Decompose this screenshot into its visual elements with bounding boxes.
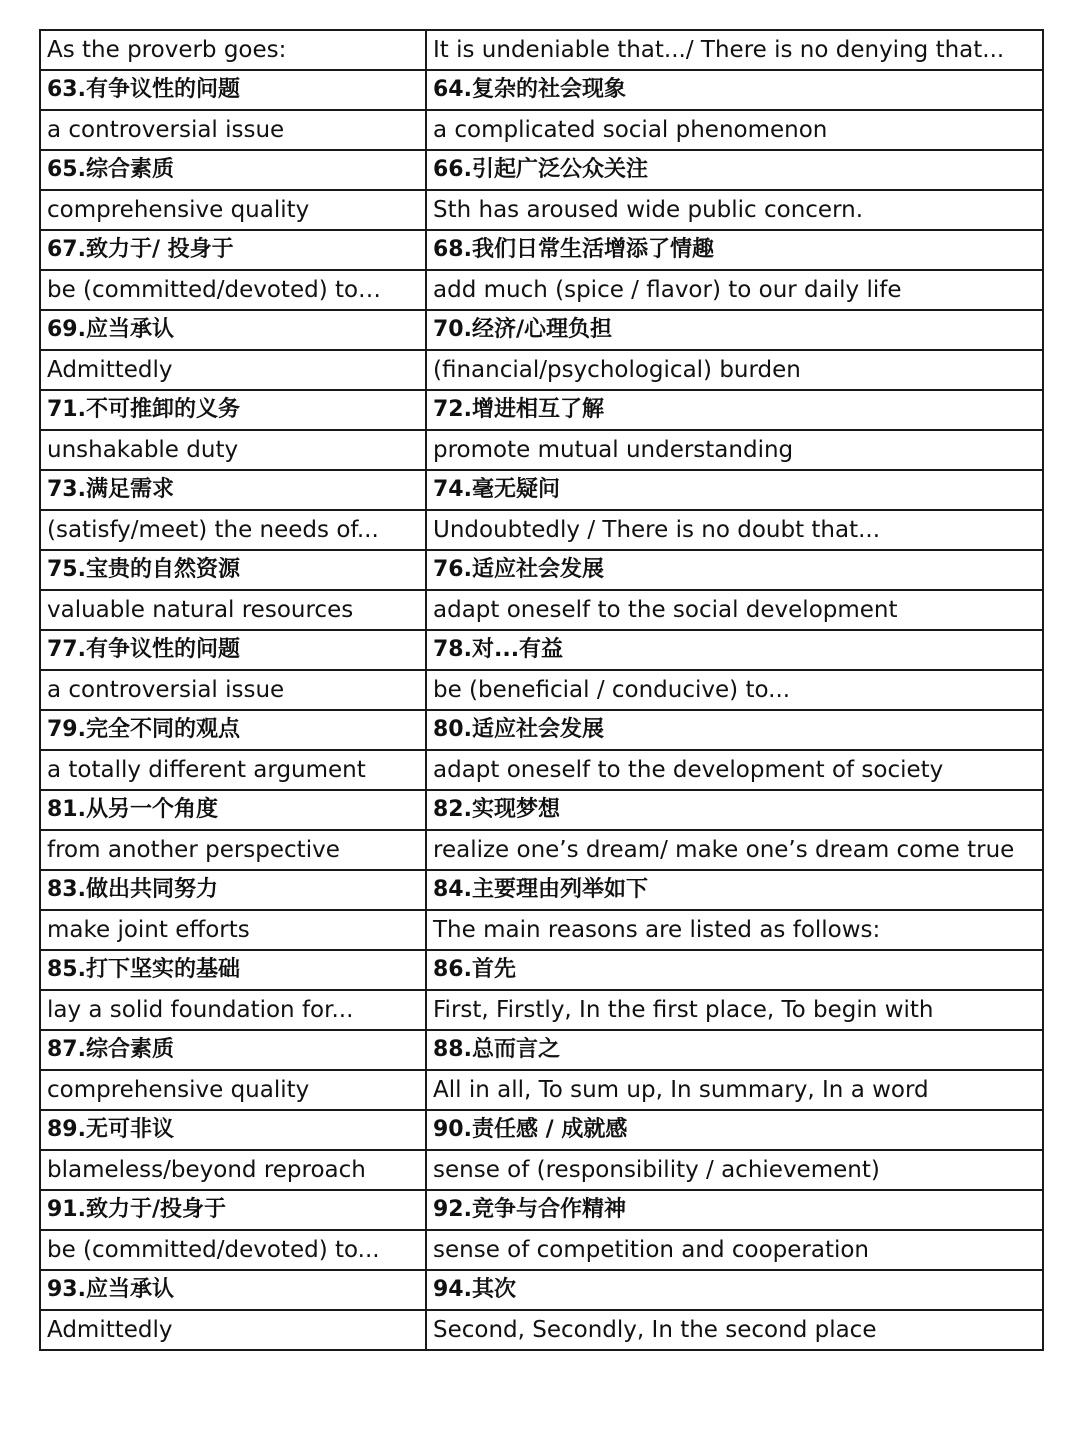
cell-right: adapt oneself to the social development: [426, 590, 1043, 630]
cell-left: a controversial issue: [40, 110, 426, 150]
table-row-chinese: [40, 1030, 1043, 1070]
table-row-chinese: [40, 1270, 1043, 1310]
phrase-table-body: [40, 30, 1043, 1350]
cell-right: sense of competition and cooperation: [426, 1230, 1043, 1270]
table-row-english: [40, 1070, 1043, 1110]
cell-right: 86.首先: [426, 950, 1043, 990]
table-row-chinese: [40, 230, 1043, 270]
table-row-chinese: [40, 310, 1043, 350]
table-row-chinese: [40, 150, 1043, 190]
cell-left: Admittedly: [40, 1310, 426, 1350]
cell-left: from another perspective: [40, 830, 426, 870]
cell-right: be (beneficial / conducive) to...: [426, 670, 1043, 710]
cell-left: comprehensive quality: [40, 190, 426, 230]
table-row-chinese: [40, 1110, 1043, 1150]
cell-left: 79.完全不同的观点: [40, 710, 426, 750]
table-row-chinese: [40, 950, 1043, 990]
table-row-english: [40, 1310, 1043, 1350]
cell-right: (financial/psychological) burden: [426, 350, 1043, 390]
table-row-english: [40, 430, 1043, 470]
table-row-english: [40, 30, 1043, 70]
cell-right: 76.适应社会发展: [426, 550, 1043, 590]
cell-right: It is undeniable that.../ There is no denying that...: [426, 30, 1043, 70]
cell-left: be (committed/devoted) to…: [40, 270, 426, 310]
cell-right: sense of (responsibility / achievement): [426, 1150, 1043, 1190]
cell-right: adapt oneself to the development of society: [426, 750, 1043, 790]
table-row-english: [40, 110, 1043, 150]
table-row-chinese: [40, 790, 1043, 830]
cell-right: All in all, To sum up, In summary, In a word: [426, 1070, 1043, 1110]
table-row-english: [40, 590, 1043, 630]
cell-left: 93.应当承认: [40, 1270, 426, 1310]
table-row-chinese: [40, 630, 1043, 670]
cell-left: unshakable duty: [40, 430, 426, 470]
cell-right: First, Firstly, In the first place, To begin with: [426, 990, 1043, 1030]
cell-left: Admittedly: [40, 350, 426, 390]
table-row-english: [40, 270, 1043, 310]
cell-right: 68.我们日常生活增添了情趣: [426, 230, 1043, 270]
table-row-english: [40, 350, 1043, 390]
cell-right: 92.竞争与合作精神: [426, 1190, 1043, 1230]
cell-right: Undoubtedly / There is no doubt that...: [426, 510, 1043, 550]
table-row-chinese: [40, 70, 1043, 110]
table-row-chinese: [40, 470, 1043, 510]
cell-left: blameless/beyond reproach: [40, 1150, 426, 1190]
cell-left: 73.满足需求: [40, 470, 426, 510]
cell-left: 87.综合素质: [40, 1030, 426, 1070]
table-row-english: [40, 1230, 1043, 1270]
cell-left: 69.应当承认: [40, 310, 426, 350]
phrase-table: [39, 29, 1044, 1351]
table-row-chinese: [40, 550, 1043, 590]
table-row-chinese: [40, 870, 1043, 910]
table-row-english: [40, 750, 1043, 790]
table-row-english: [40, 510, 1043, 550]
cell-left: be (committed/devoted) to...: [40, 1230, 426, 1270]
cell-left: 63.有争议性的问题: [40, 70, 426, 110]
cell-right: 84.主要理由列举如下: [426, 870, 1043, 910]
cell-left: valuable natural resources: [40, 590, 426, 630]
cell-right: 80.适应社会发展: [426, 710, 1043, 750]
cell-right: 70.经济/心理负担: [426, 310, 1043, 350]
cell-right: 82.实现梦想: [426, 790, 1043, 830]
cell-left: a controversial issue: [40, 670, 426, 710]
cell-left: comprehensive quality: [40, 1070, 426, 1110]
cell-left: 81.从另一个角度: [40, 790, 426, 830]
table-row-chinese: [40, 390, 1043, 430]
cell-left: 83.做出共同努力: [40, 870, 426, 910]
cell-left: 91.致力于/投身于: [40, 1190, 426, 1230]
cell-left: 75.宝贵的自然资源: [40, 550, 426, 590]
cell-left: 67.致力于/ 投身于: [40, 230, 426, 270]
table-row-english: [40, 910, 1043, 950]
cell-right: 74.毫无疑问: [426, 470, 1043, 510]
cell-right: 94.其次: [426, 1270, 1043, 1310]
table-row-chinese: [40, 1190, 1043, 1230]
cell-right: 66.引起广泛公众关注: [426, 150, 1043, 190]
cell-right: 88.总而言之: [426, 1030, 1043, 1070]
table-row-chinese: [40, 710, 1043, 750]
cell-right: Second, Secondly, In the second place: [426, 1310, 1043, 1350]
table-row-english: [40, 190, 1043, 230]
cell-right: 90.责任感 / 成就感: [426, 1110, 1043, 1150]
cell-left: 71.不可推卸的义务: [40, 390, 426, 430]
cell-right: 72.增进相互了解: [426, 390, 1043, 430]
cell-right: a complicated social phenomenon: [426, 110, 1043, 150]
cell-right: The main reasons are listed as follows:: [426, 910, 1043, 950]
cell-left: 85.打下坚实的基础: [40, 950, 426, 990]
cell-left: lay a solid foundation for...: [40, 990, 426, 1030]
cell-right: 78.对...有益: [426, 630, 1043, 670]
cell-left: 65.综合素质: [40, 150, 426, 190]
table-row-english: [40, 670, 1043, 710]
cell-right: promote mutual understanding: [426, 430, 1043, 470]
cell-left: a totally different argument: [40, 750, 426, 790]
table-row-english: [40, 830, 1043, 870]
cell-right: realize one’s dream/ make one’s dream come true: [426, 830, 1043, 870]
phrase-sheet: [39, 29, 1042, 1351]
table-row-english: [40, 1150, 1043, 1190]
cell-left: make joint efforts: [40, 910, 426, 950]
cell-right: add much (spice / flavor) to our daily life: [426, 270, 1043, 310]
cell-right: 64.复杂的社会现象: [426, 70, 1043, 110]
cell-left: (satisfy/meet) the needs of...: [40, 510, 426, 550]
cell-right: Sth has aroused wide public concern.: [426, 190, 1043, 230]
cell-left: As the proverb goes:: [40, 30, 426, 70]
cell-left: 89.无可非议: [40, 1110, 426, 1150]
table-row-english: [40, 990, 1043, 1030]
cell-left: 77.有争议性的问题: [40, 630, 426, 670]
